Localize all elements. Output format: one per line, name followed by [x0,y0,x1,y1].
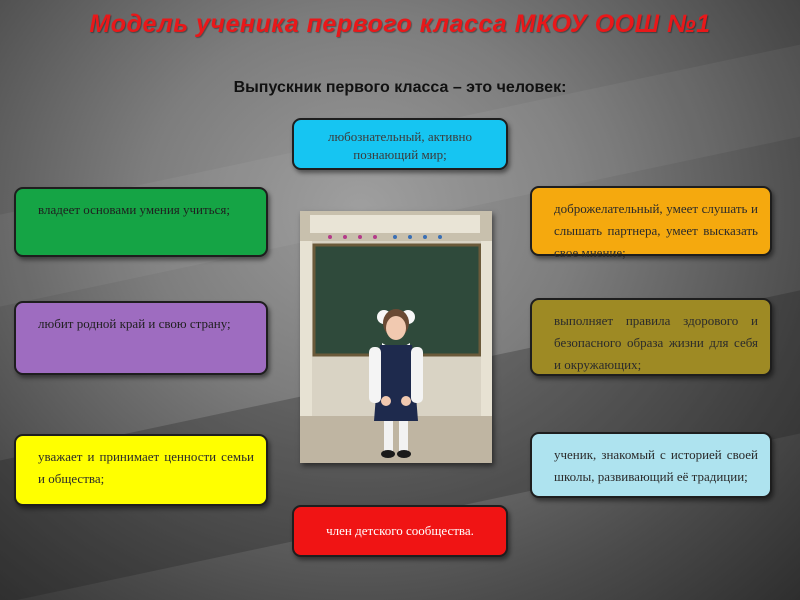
quality-healthy-lifestyle [530,298,772,376]
slide-title: Модель ученика первого класса МКОУ ООШ №1 [89,10,711,38]
quality-healthy-lifestyle-text: выполняет правила здорового и безопасного образа жизни для себя и окружающих; [554,313,758,372]
quality-friendly [530,186,772,260]
quality-patriotism [14,301,268,375]
quality-school-history [530,432,772,498]
student-photo-illustration [300,211,492,463]
quality-friendly-text: доброжелательный, умеет слушать и слышать партнера, умеет высказать свое мнение; [554,201,758,260]
quality-family-values [14,434,268,506]
quality-learning-skills-text: владеет основами умения учиться; [38,202,230,217]
quality-family-values-text: уважает и принимает ценности семьи и общества; [38,449,254,486]
quality-patriotism-text: любит родной край и свою страну; [38,316,231,331]
quality-school-history-text: ученик, знакомый с историей своей школы, развивающий её традиции; [554,447,758,484]
student-photo [300,211,492,463]
quality-curious-text: любознательный, активно познающий мир; [327,129,472,162]
quality-community-member [292,505,508,557]
quality-curious [292,118,508,170]
quality-community-member-text: член детского сообщества. [326,523,474,538]
quality-learning-skills [14,187,268,257]
slide-subtitle: Выпускник первого класса – это человек: [233,79,567,96]
